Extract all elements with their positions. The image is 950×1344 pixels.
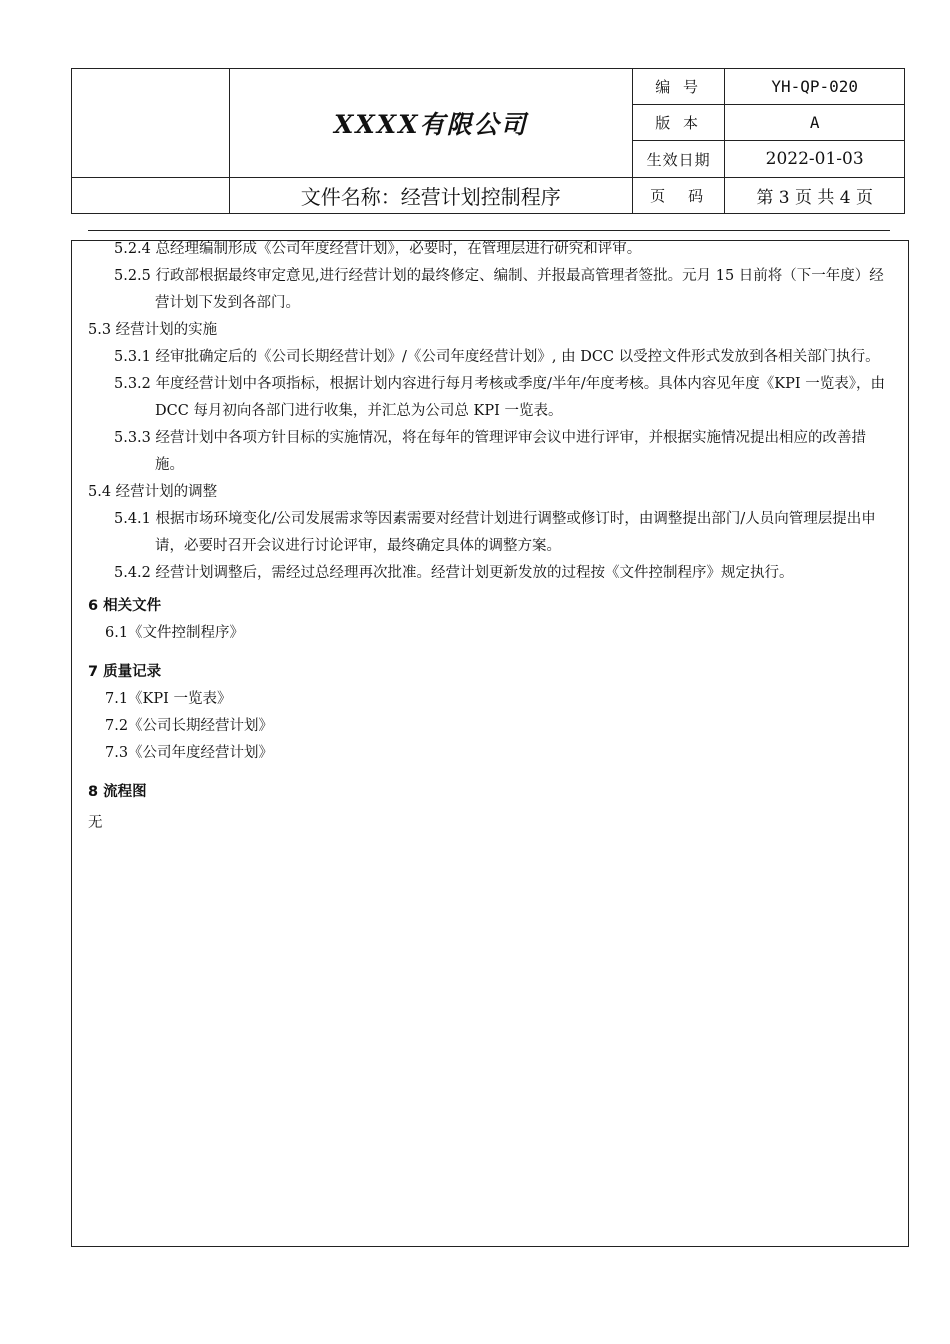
page-value: 第 3 页 共 4 页 [756, 188, 873, 208]
company-name: XXXX有限公司 [333, 110, 528, 139]
version-label: 版 本 [655, 114, 703, 132]
document-body [88, 236, 888, 837]
doc-number-value-cell [725, 69, 905, 105]
clause-5-3-2: 5.3.2 年度经营计划中各项指标，根据计划内容进行每月考核或季度/半年/年度考核。具体内容见年度《KPI 一览表》，由 DCC 每月初向各部门进行收集，并汇总为公司总 KPI 一览表。 [114, 376, 885, 419]
clause-5-3-3: 5.3.3 经营计划中各项方针目标的实施情况，将在每年的管理评审会议中进行评审，并根据实施情况提出相应的改善措施。 [114, 430, 866, 473]
section-8-heading: 8 流程图 [88, 784, 147, 800]
flowchart-none-text: 无 [88, 815, 103, 831]
section-5-3-heading: 5.3 经营计划的实施 [88, 322, 218, 338]
clause-5-4-2: 5.4.2 经营计划调整后，需经过总经理再次批准。经营计划更新发放的过程按《文件控制程序》规定执行。 [114, 565, 794, 581]
record-item-7-3: 7.3《公司年度经营计划》 [105, 745, 274, 761]
effective-date-value-cell [725, 141, 905, 178]
version-label-cell [633, 105, 725, 141]
doc-title: 文件名称：经营计划控制程序 [300, 185, 561, 209]
section-5-4-heading: 5.4 经营计划的调整 [88, 484, 218, 500]
doc-number-value: YH-QP-020 [771, 77, 859, 96]
section-7-heading: 7 质量记录 [88, 664, 162, 680]
clause-5-3-1: 5.3.1 经审批确定后的《公司长期经营计划》/《公司年度经营计划》, 由 DCC 以受控文件形式发放到各相关部门执行。 [114, 349, 880, 365]
record-item-7-1: 7.1《KPI 一览表》 [105, 691, 232, 707]
logo-cell [72, 69, 230, 178]
clause-5-2-4: 5.2.4 总经理编制形成《公司年度经营计划》，必要时，在管理层进行研究和评审。 [114, 241, 642, 257]
effective-date-value: 2022-01-03 [765, 149, 864, 169]
header-separator-line [88, 230, 890, 231]
logo-bottom-cell [72, 178, 230, 214]
page-value-cell [725, 178, 905, 214]
record-item-7-2: 7.2《公司长期经营计划》 [105, 718, 274, 734]
document-header-table [71, 68, 905, 214]
doc-title-cell [229, 178, 632, 214]
related-doc-item-6-1: 6.1《文件控制程序》 [105, 625, 245, 641]
version-value-cell [725, 105, 905, 141]
clause-5-4-1: 5.4.1 根据市场环境变化/公司发展需求等因素需要对经营计划进行调整或修订时，由调整提出部门/人员向管理层提出申请，必要时召开会议进行讨论评审，最终确定具体的调整方案。 [114, 511, 876, 554]
effective-date-label-cell [633, 141, 725, 178]
doc-number-label: 编 号 [655, 78, 703, 96]
page-label-cell [633, 178, 725, 214]
page-label: 页 码 [650, 187, 708, 205]
doc-number-label-cell [633, 69, 725, 105]
clause-5-2-5: 5.2.5 行政部根据最终审定意见,进行经营计划的最终修定、编制、并报最高管理者签批。元月 15 日前将（下一年度）经营计划下发到各部门。 [114, 268, 884, 311]
version-value: A [809, 113, 820, 132]
effective-date-label: 生效日期 [646, 150, 711, 169]
company-name-cell [229, 69, 632, 178]
section-6-heading: 6 相关文件 [88, 598, 162, 614]
